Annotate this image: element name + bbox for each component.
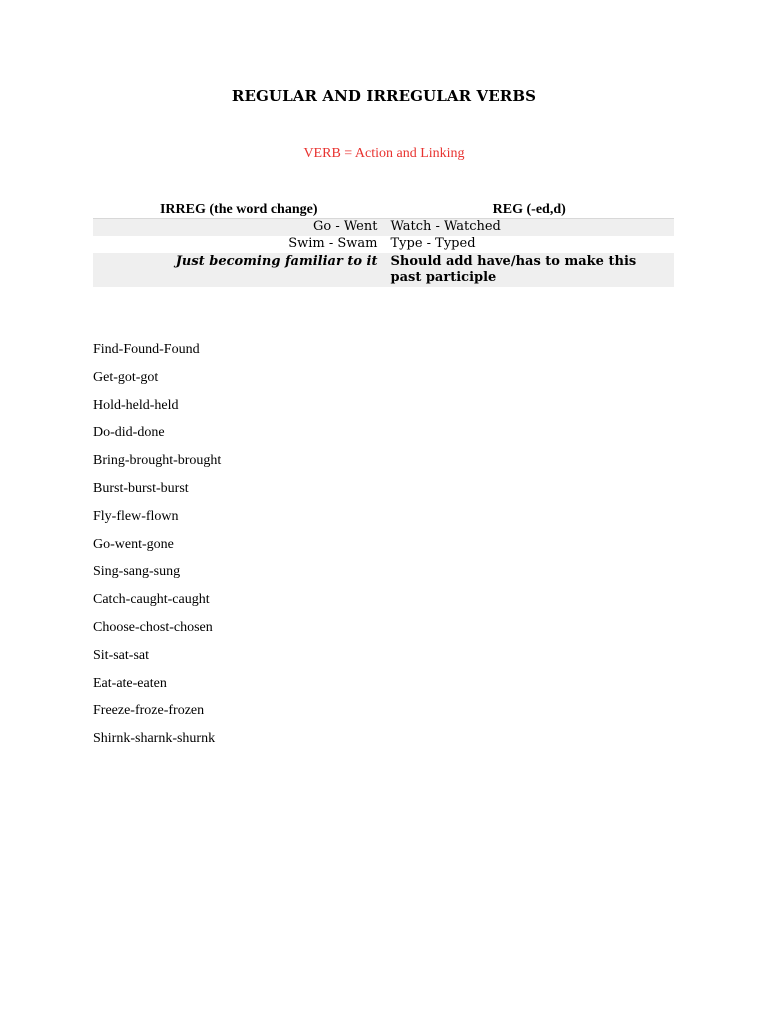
irregular-cell: Swim - Swam [288, 236, 378, 251]
table-row [93, 236, 674, 253]
list-item: Fly-flew-flown [93, 508, 179, 524]
list-item: Sit-sat-sat [93, 647, 149, 663]
subtitle: VERB = Action and Linking [303, 146, 465, 161]
list-item: Sing-sang-sung [93, 564, 181, 580]
verb-list [93, 341, 221, 758]
list-item: Shirnk-sharnk-shurnk [93, 731, 216, 747]
table-row [93, 253, 674, 287]
regular-cell: Watch - Watched [384, 219, 674, 237]
list-item: Get-got-got [93, 369, 159, 385]
regular-cell: Type - Typed [390, 236, 476, 251]
list-item: Hold-held-held [93, 397, 179, 413]
verb-comparison-table [93, 200, 674, 287]
list-item: Eat-ate-eaten [93, 675, 167, 691]
irregular-note-cell: Just becoming familiar to it [93, 253, 384, 287]
list-item: Burst-burst-burst [93, 480, 189, 496]
list-item: Freeze-froze-frozen [93, 703, 205, 719]
table-row [93, 219, 674, 237]
list-item: Do-did-done [93, 425, 165, 441]
page-title: REGULAR AND IRREGULAR VERBS [231, 87, 537, 105]
list-item: Choose-chost-chosen [93, 619, 213, 635]
list-item: Go-went-gone [93, 536, 174, 552]
list-item: Bring-brought-brought [93, 453, 222, 469]
table-header-row [93, 200, 674, 219]
irregular-header: IRREG (the word change) [93, 200, 384, 219]
irregular-cell: Go - Went [93, 219, 384, 237]
regular-header: REG (-ed,d) [384, 200, 674, 219]
list-item: Find-Found-Found [93, 342, 200, 357]
regular-note-cell: Should add have/has to make this past participle [384, 253, 674, 287]
list-item: Catch-caught-caught [93, 592, 210, 608]
